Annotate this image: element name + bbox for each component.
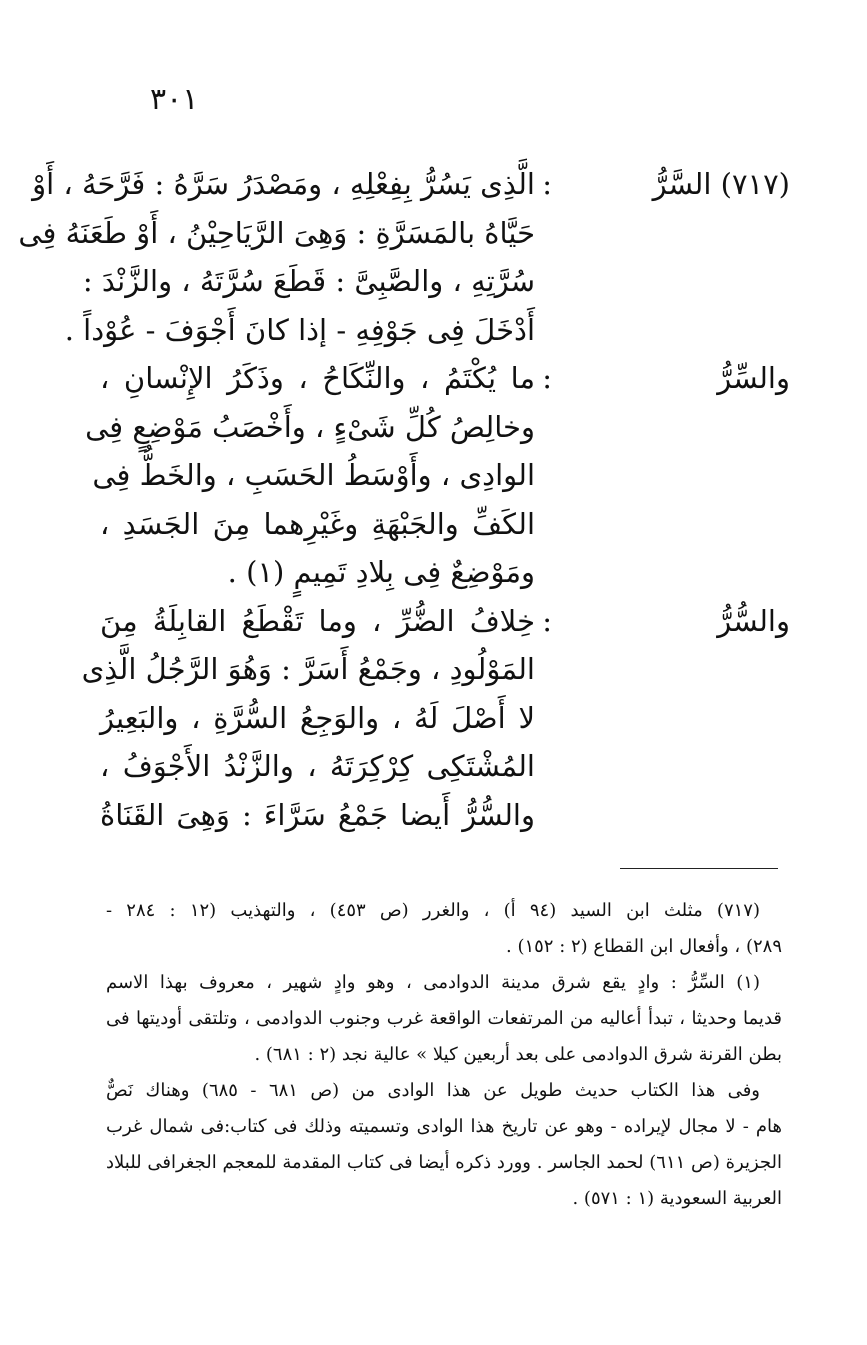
entry-definition [18, 160, 535, 354]
definition-line: ما يُكْتَمُ ، والنِّكَاحُ ، وذَكَرُ الإِنْسانِ ، [100, 361, 535, 395]
footnote-line: قديما وحديثا ، تبدأ أعاليه من المرتفعات الواقعة غرب وجنوب الدوادمى ، وتلتقى أوديتها فى [106, 1008, 782, 1029]
entry-definition [85, 354, 535, 597]
definition-line: وخالِصُ كُلِّ شَىْءٍ ، وأَخْصَبُ مَوْضِعٍ فِى [85, 409, 535, 444]
entry-colon: : [542, 167, 552, 201]
definition-line: ومَوْضِعٌ فِى بِلادِ تَمِيمٍ (١) . [227, 555, 535, 589]
footnote [106, 893, 782, 965]
footnotes [106, 893, 782, 1217]
footnote-line: العربية السعودية (١ : ٥٧١) . [572, 1188, 782, 1209]
definition-line: والسُّرُّ أَيضا جَمْعُ سَرَّاءَ : وَهِىَ القَنَاةُ [100, 797, 535, 832]
dictionary-entries [18, 160, 790, 839]
page-number: ٣٠١ [150, 82, 199, 117]
entry [18, 160, 790, 354]
footnote-line: الجزيرة (ص ٦١١) لحمد الجاسر . وورد ذكره أيضا فى كتاب المقدمة للمعجم الجغرافى للبلاد [106, 1152, 782, 1173]
definition-line: أَدْخَلَ فِى جَوْفِهِ - إذا كانَ أَجْوَفَ - عُوْداً . [64, 312, 535, 347]
definition-line: حَيَّاهُ بالمَسَرَّةِ : وَهِىَ الرَّيَاحِيْنُ ، أَوْ طَعَنَهُ فِى [18, 215, 535, 250]
footnote [106, 1073, 782, 1217]
footnote-line: ٢٨٩) ، وأفعال ابن القطاع (٢ : ١٥٢) . [506, 936, 782, 957]
definition-line: لا أَصْلَ لَهُ ، والوَجِعُ السُّرَّةِ ، والبَعِيرُ [100, 700, 535, 735]
footnote-line: هام - لا مجال لإيراده - وهو عن تاريخ هذا الوادى وتسميته وذلك فى كتاب:فى شمال غرب [106, 1116, 782, 1137]
definition-line: الَّذِى يَسُرُّ بِفِعْلِهِ ، ومَصْدَرُ سَرَّهُ : فَرَّحَهُ ، أَوْ [32, 167, 535, 201]
entry-colon: : [542, 603, 552, 638]
entry-headword: والسُّرُّ [717, 603, 790, 638]
entry [81, 597, 790, 840]
footnote [106, 965, 782, 1073]
footnote-line: (٧١٧) مثلث ابن السيد (٩٤ أ) ، والغرر (ص ٤٥٣) ، والتهذيب (١٢ : ٢٨٤ - [106, 900, 760, 921]
definition-line: المَوْلُودِ ، وجَمْعُ أَسَرَّ : وَهُوَ الرَّجُلُ الَّذِى [81, 652, 535, 686]
definition-line: خِلافُ الضُّرِّ ، وما تَقْطَعُ القابِلَةُ مِنَ [100, 603, 535, 638]
entry-definition [81, 597, 535, 840]
entry-headword: (٧١٧) السَّرُّ [652, 167, 790, 201]
definition-line: الكَفِّ والجَبْهَةِ وغَيْرِهما مِنَ الجَسَدِ ، [100, 506, 535, 541]
footnote-line: (١) السِّرُّ : وادٍ يقع شرق مدينة الدوادمى ، وهو وادٍ شهير ، معروف بهذا الاسم [106, 972, 760, 993]
definition-line: المُشْتَكِى كِرْكِرَتَهُ ، والزَّنْدُ الأَجْوَفُ ، [100, 749, 535, 783]
entry-colon: : [542, 361, 552, 395]
definition-line: الوادِى ، وأَوْسَطُ الحَسَبِ ، والخَطُّ فِى [92, 458, 535, 492]
footnote-separator [620, 868, 778, 869]
entry-headword: والسِّرُّ [717, 361, 790, 395]
footnote-line: بطن القرنة شرق الدوادمى على بعد أربعين كيلا » عالية نجد (٢ : ٦٨١) . [254, 1044, 782, 1065]
entry [85, 354, 790, 597]
footnote-line: وفى هذا الكتاب حديث طويل عن هذا الوادى من (ص ٦٨١ - ٦٨٥) وهناك نَصٌّ [106, 1080, 760, 1101]
definition-line: سُرَّتِهِ ، والصَّبِىَّ : قَطَعَ سُرَّتَهُ ، والزَّنْدَ : [82, 264, 535, 298]
